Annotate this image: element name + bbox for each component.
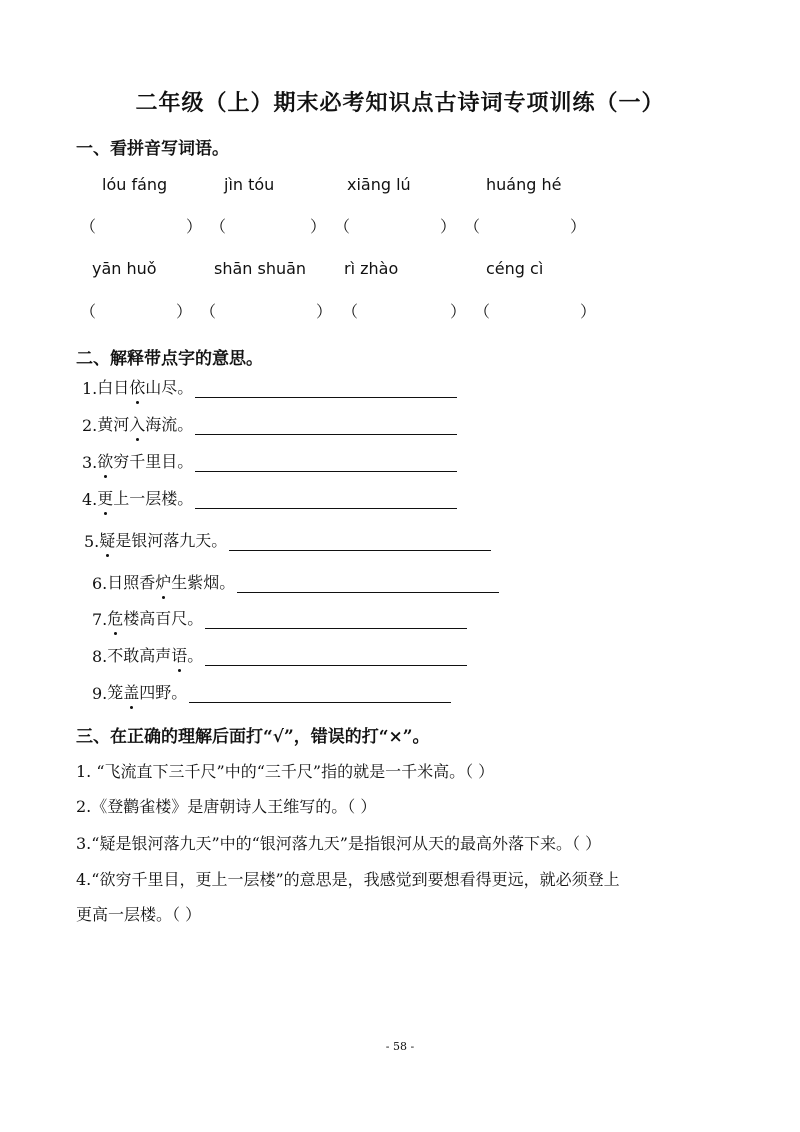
judge-item: 2.《登鹳雀楼》是唐朝诗人王维写的。（ ） (76, 797, 377, 816)
explain-item: 3. 欲 穷千里目。 (82, 449, 457, 472)
answer-line[interactable] (205, 612, 467, 629)
dotted-char: 欲 (97, 449, 113, 472)
judge-item: 1. “飞流直下三千尺”中的“三千尺”指的就是一千米高。（ ） (76, 762, 495, 781)
answer-line[interactable] (189, 686, 451, 703)
explain-item: 8. 不敢高声 语 。 (92, 643, 467, 666)
pinyin-7: rì zhào (344, 259, 399, 278)
answer-paren-close: ） (186, 217, 203, 236)
pinyin-2: jìn tóu (224, 175, 275, 194)
section-1-heading: 一、看拼音写词语。 (76, 139, 229, 159)
answer-line[interactable] (195, 455, 457, 472)
pinyin-3: xiāng lú (347, 175, 411, 194)
answer-paren-open: （ (200, 302, 217, 321)
answer-line[interactable] (195, 492, 457, 509)
section-2-heading: 二、解释带点字的意思。 (76, 349, 263, 369)
explain-item: 2. 黄河 入 海流。 (82, 412, 457, 435)
judge-item: 3.“疑是银河落九天”中的“银河落九天”是指银河从天的最高外落下来。（ ） (76, 834, 602, 853)
answer-paren-open: （ (80, 217, 97, 236)
answer-paren-close: ） (450, 302, 467, 321)
pinyin-4: huáng hé (486, 175, 562, 194)
answer-line[interactable] (205, 649, 467, 666)
page-number: - 58 - (385, 1040, 415, 1053)
answer-paren-close: ） (310, 217, 327, 236)
dotted-char: 更 (97, 486, 113, 509)
judge-item: 4.“欲穷千里目，更上一层楼”的意思是，我感觉到要想看得更远，就必须登上 (76, 870, 620, 889)
pinyin-6: shān shuān (214, 259, 307, 278)
section-3-heading: 三、在正确的理解后面打“√”，错误的打“×”。 (76, 727, 430, 747)
answer-paren-open: （ (464, 217, 481, 236)
dotted-char: 盖 (123, 680, 139, 703)
dotted-char: 语 (171, 643, 187, 666)
answer-line[interactable] (229, 534, 491, 551)
dotted-char: 炉 (155, 570, 171, 593)
answer-paren-open: （ (210, 217, 227, 236)
answer-paren-close: ） (316, 302, 333, 321)
judge-item-continued: 更高一层楼。（ ） (76, 905, 202, 924)
answer-line[interactable] (195, 418, 457, 435)
answer-paren-open: （ (342, 302, 359, 321)
answer-paren-close: ） (440, 217, 457, 236)
explain-item: 1. 白日 依 山尽。 (82, 375, 457, 398)
explain-item: 5. 疑 是银河落九天。 (84, 528, 491, 551)
answer-paren-close: ） (580, 302, 597, 321)
explain-item: 6. 日照香 炉 生紫烟。 (92, 570, 499, 593)
explain-item: 7. 危 楼高百尺。 (92, 606, 467, 629)
pinyin-8: céng cì (486, 259, 544, 278)
dotted-char: 入 (129, 412, 145, 435)
explain-item: 4. 更 上一层楼。 (82, 486, 457, 509)
answer-paren-close: ） (176, 302, 193, 321)
dotted-char: 危 (107, 606, 123, 629)
answer-paren-close: ） (570, 217, 587, 236)
answer-paren-open: （ (474, 302, 491, 321)
pinyin-1: lóu fáng (102, 175, 168, 194)
dotted-char: 依 (129, 375, 145, 398)
page-title: 二年级（上）期末必考知识点古诗词专项训练（一） (135, 90, 665, 116)
explain-item: 9. 笼 盖 四野。 (92, 680, 451, 703)
answer-line[interactable] (195, 381, 457, 398)
pinyin-5: yān huǒ (92, 259, 157, 278)
answer-line[interactable] (237, 576, 499, 593)
answer-paren-open: （ (80, 302, 97, 321)
dotted-char: 疑 (99, 528, 115, 551)
answer-paren-open: （ (334, 217, 351, 236)
